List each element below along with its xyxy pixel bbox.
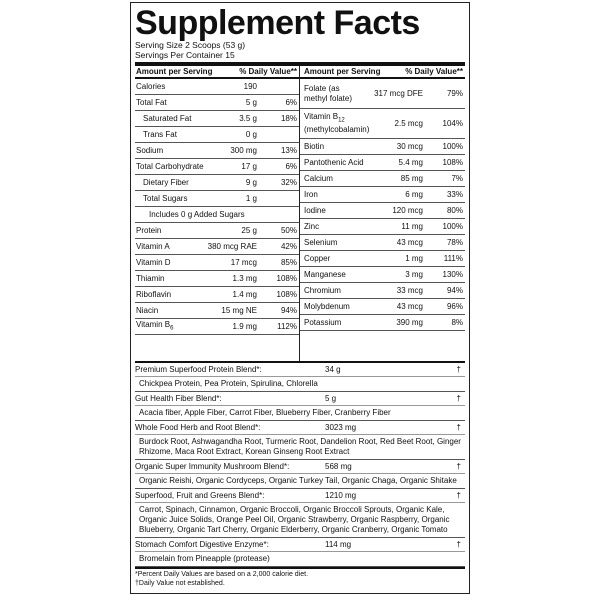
left-nutrient-row <box>135 79 299 95</box>
nutrient-name: Selenium <box>304 238 338 247</box>
nutrient-name: Iron <box>304 190 318 199</box>
left-nutrient-row <box>135 207 299 223</box>
nutrient-dv: 108% <box>442 158 463 167</box>
nutrient-amount: 43 mcg <box>396 238 423 247</box>
left-header <box>135 66 299 79</box>
blend-amount: 5 g <box>325 394 337 403</box>
blend-section <box>135 538 465 567</box>
nutrient-amount: 11 mg <box>401 222 423 231</box>
right-nutrient-row <box>300 79 465 109</box>
nutrient-dv: 100% <box>442 222 463 231</box>
nutrient-dv: 78% <box>446 238 463 247</box>
blend-name: Superfood, Fruit and Greens Blend*: <box>135 491 265 500</box>
nutrient-amount: 1 g <box>245 194 257 203</box>
nutrient-dv: 112% <box>277 322 297 331</box>
blend-section <box>135 489 465 538</box>
nutrient-dv: 50% <box>280 226 297 235</box>
left-nutrient-row <box>135 143 299 159</box>
nutrient-dv: 42% <box>280 242 297 251</box>
blend-ingredients: Bromelain from Pineapple (protease) <box>139 554 270 563</box>
nutrient-name: Copper <box>304 254 331 263</box>
nutrient-name: Vitamin $B_6$ <box>136 319 174 332</box>
blend-dagger: † <box>456 365 461 374</box>
right-nutrient-row <box>300 283 465 299</box>
right-nutrient-row <box>300 235 465 251</box>
blend-ingredients: Chickpea Protein, Pea Protein, Spirulina, Chlorella <box>139 379 318 388</box>
blend-dagger: † <box>456 462 461 471</box>
nutrient-name: Iodine <box>304 206 326 215</box>
blend-name: Whole Food Herb and Root Blend*: <box>135 423 261 432</box>
nutrient-name: Dietary Fiber <box>143 178 189 187</box>
nutrient-dv: 108% <box>276 274 297 283</box>
nutrient-name: Includes 0 g Added Sugars <box>149 210 245 219</box>
nutrient-grid <box>135 66 465 361</box>
panel-title: Supplement Facts <box>135 4 420 42</box>
right-nutrient-row <box>300 171 465 187</box>
blend-amount: 114 mg <box>325 540 352 549</box>
left-nutrient-row <box>135 287 299 303</box>
nutrient-amount: 0 g <box>245 130 257 139</box>
nutrient-name: Calcium <box>304 174 333 183</box>
nutrient-dv: 94% <box>446 286 463 295</box>
left-nutrient-row <box>135 127 299 143</box>
blend-name: Gut Health Fiber Blend*: <box>135 394 222 403</box>
nutrient-name: Total Sugars <box>143 194 188 203</box>
nutrient-name: Niacin <box>136 306 159 315</box>
nutrient-amount: 15 mg NE <box>221 306 257 315</box>
left-nutrient-row <box>135 319 299 335</box>
blend-header <box>135 421 465 435</box>
nutrient-dv: 6% <box>285 162 297 171</box>
blend-header <box>135 363 465 377</box>
left-nutrient-row <box>135 95 299 111</box>
nutrient-amount: 30 mcg <box>396 142 423 151</box>
left-header-dv: % Daily Value** <box>239 67 297 76</box>
left-nutrient-row <box>135 175 299 191</box>
nutrient-amount: 380 mcg RAE <box>207 242 257 251</box>
serving-size: Serving Size 2 Scoops (53 g) <box>135 40 246 50</box>
nutrient-dv: 13% <box>280 146 297 155</box>
blend-header <box>135 538 465 552</box>
blend-amount: 1210 mg <box>325 491 357 500</box>
footnote-dv: *Percent Daily Values are based on a 2,000 calorie diet. <box>135 571 309 578</box>
blend-dagger: † <box>456 491 461 500</box>
nutrient-dv: 100% <box>442 142 463 151</box>
left-nutrient-row <box>135 111 299 127</box>
right-nutrient-row <box>300 251 465 267</box>
blend-ingredients: Organic Reishi, Organic Cordyceps, Organic Turkey Tail, Organic Chaga, Organic Shitake <box>139 476 457 485</box>
blend-header <box>135 460 465 474</box>
left-column <box>135 66 300 361</box>
nutrient-name: Vitamin $B_{12}$ (methylcobalamin) <box>304 111 370 135</box>
blend-amount: 568 mg <box>325 462 352 471</box>
nutrient-name: Vitamin D <box>136 258 171 267</box>
nutrient-name: Chromium <box>304 286 341 295</box>
blend-ingredients: Burdock Root, Ashwagandha Root, Turmeric Root, Dandelion Root, Red Beet Root, Ginger Rhizome, Maca Root Extract, Korean Ginseng Root Extract <box>139 437 461 456</box>
right-header <box>300 66 465 79</box>
left-header-amount: Amount per Serving <box>136 67 213 76</box>
nutrient-dv: 32% <box>280 178 297 187</box>
blend-name: Stomach Comfort Digestive Enzyme*: <box>135 540 269 549</box>
nutrient-name: Vitamin A <box>136 242 170 251</box>
nutrient-amount: 5 g <box>245 98 257 107</box>
supplement-facts-panel <box>130 2 470 594</box>
blend-section <box>135 460 465 489</box>
left-nutrient-row <box>135 271 299 287</box>
nutrient-amount: 190 <box>243 82 257 91</box>
nutrient-name: Manganese <box>304 270 346 279</box>
nutrient-amount: 6 mg <box>405 190 423 199</box>
right-nutrient-row <box>300 139 465 155</box>
nutrient-amount: 43 mcg <box>396 302 423 311</box>
nutrient-dv: 8% <box>451 318 463 327</box>
left-nutrient-row <box>135 255 299 271</box>
nutrient-dv: 96% <box>446 302 463 311</box>
blend-name: Premium Superfood Protein Blend*: <box>135 365 262 374</box>
nutrient-amount: 25 g <box>241 226 257 235</box>
right-nutrient-row <box>300 109 465 139</box>
blend-section <box>135 392 465 421</box>
nutrient-dv: 130% <box>442 270 463 279</box>
nutrient-amount: 17 g <box>241 162 257 171</box>
nutrient-amount: 1.3 mg <box>232 274 257 283</box>
footnote-dagger: †Daily Value not established. <box>135 580 225 587</box>
blend-name: Organic Super Immunity Mushroom Blend*: <box>135 462 290 471</box>
blend-list <box>135 361 465 567</box>
blend-dagger: † <box>456 423 461 432</box>
nutrient-name: Saturated Fat <box>143 114 192 123</box>
blend-ingredients: Carrot, Spinach, Cinnamon, Organic Broccoli, Organic Broccoli Sprouts, Organic Kale, Organic Juice Solids, Orange Peel Oil, Organic Strawberry, Organic Raspberry, Organic Blueberry, Organic Tart Cherry, Organic Elderberry, Organic Cranberry, Organic Tomato <box>139 505 450 534</box>
right-header-amount: Amount per Serving <box>304 67 381 76</box>
right-column <box>300 66 465 361</box>
nutrient-dv: 6% <box>285 98 297 107</box>
right-nutrient-row <box>300 299 465 315</box>
nutrient-name: Calories <box>136 82 166 91</box>
nutrient-amount: 2.5 mcg <box>394 118 423 128</box>
right-nutrient-row <box>300 315 465 331</box>
left-nutrient-row <box>135 239 299 255</box>
blend-amount: 3023 mg <box>325 423 357 432</box>
blend-section <box>135 363 465 392</box>
blend-amount: 34 g <box>325 365 341 374</box>
nutrient-name: Trans Fat <box>143 130 177 139</box>
nutrient-dv: 33% <box>446 190 463 199</box>
nutrient-amount: 85 mg <box>400 174 423 183</box>
nutrient-name: Thiamin <box>136 274 165 283</box>
blend-ingredients: Acacia fiber, Apple Fiber, Carrot Fiber, Blueberry Fiber, Cranberry Fiber <box>139 408 391 417</box>
nutrient-amount: 3.5 g <box>239 114 257 123</box>
nutrient-amount: 317 mcg DFE <box>374 88 423 98</box>
nutrient-amount: 1.4 mg <box>232 290 257 299</box>
blend-header <box>135 392 465 406</box>
right-header-dv: % Daily Value** <box>405 67 463 76</box>
nutrient-name: Total Fat <box>136 98 167 107</box>
nutrient-name: Riboflavin <box>136 290 172 299</box>
right-nutrient-row <box>300 219 465 235</box>
left-nutrient-row <box>135 223 299 239</box>
nutrient-name: Biotin <box>304 142 325 151</box>
nutrient-dv: 79% <box>446 88 463 98</box>
nutrient-dv: 85% <box>280 258 297 267</box>
nutrient-amount: 390 mg <box>396 318 423 327</box>
servings-per-container: Servings Per Container 15 <box>135 50 235 60</box>
nutrient-dv: 108% <box>276 290 297 299</box>
right-nutrient-row <box>300 155 465 171</box>
nutrient-name: Protein <box>136 226 162 235</box>
nutrient-dv: 104% <box>442 118 463 128</box>
blend-dagger: † <box>456 394 461 403</box>
blend-dagger: † <box>456 540 461 549</box>
empty-cell <box>300 331 465 361</box>
left-nutrient-row <box>135 191 299 207</box>
nutrient-dv: 7% <box>451 174 463 183</box>
nutrient-dv: 80% <box>446 206 463 215</box>
nutrient-amount: 9 g <box>245 178 257 187</box>
nutrient-amount: 17 mcg <box>230 258 257 267</box>
blend-section <box>135 421 465 460</box>
nutrient-amount: 1.9 mg <box>232 322 257 331</box>
nutrient-name: Total Carbohydrate <box>136 162 204 171</box>
footnotes <box>135 567 465 588</box>
nutrient-amount: 33 mcg <box>396 286 423 295</box>
nutrient-amount: 300 mg <box>230 146 257 155</box>
nutrient-amount: 5.4 mg <box>398 158 423 167</box>
nutrient-amount: 3 mg <box>405 270 423 279</box>
nutrient-dv: 94% <box>280 306 297 315</box>
nutrient-name: Folate (as methyl folate) <box>304 83 353 103</box>
nutrient-name: Potassium <box>304 318 342 327</box>
nutrient-dv: 111% <box>443 254 463 263</box>
left-nutrient-row <box>135 159 299 175</box>
nutrient-name: Sodium <box>136 146 164 155</box>
nutrient-amount: 120 mcg <box>392 206 423 215</box>
nutrient-dv: 18% <box>280 114 297 123</box>
nutrient-name: Zinc <box>304 222 320 231</box>
nutrient-amount: 1 mg <box>405 254 423 263</box>
right-nutrient-row <box>300 203 465 219</box>
right-nutrient-row <box>300 267 465 283</box>
nutrient-name: Pantothenic Acid <box>304 158 364 167</box>
right-nutrient-row <box>300 187 465 203</box>
nutrient-name: Molybdenum <box>304 302 350 311</box>
blend-header <box>135 489 465 503</box>
